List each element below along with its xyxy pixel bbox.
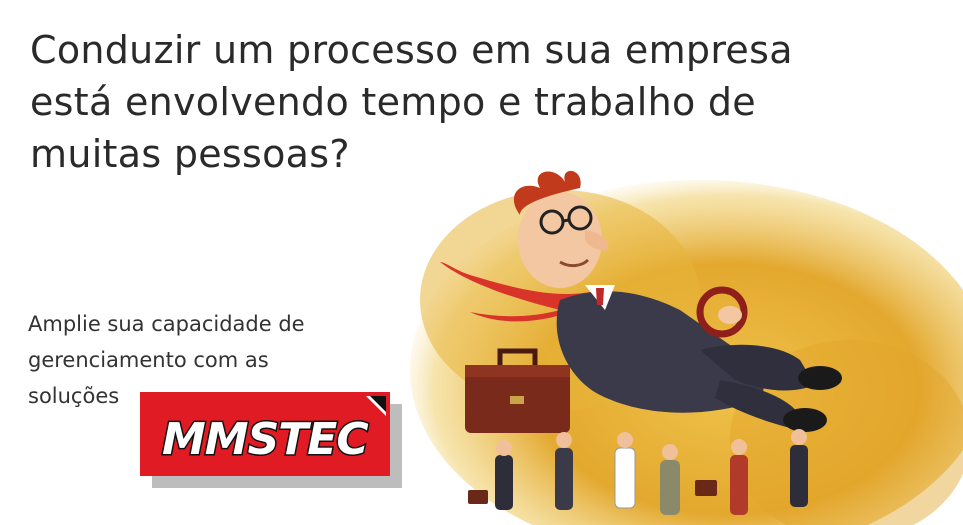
svg-text:MMSTEC: MMSTEC bbox=[162, 414, 368, 465]
headline bbox=[30, 24, 930, 180]
small-briefcase-icon bbox=[468, 490, 488, 504]
subtext-line-3: soluções bbox=[28, 384, 120, 408]
person-figure bbox=[790, 429, 808, 507]
headline-line-3: muitas pessoas? bbox=[30, 132, 350, 176]
headline-line-1: Conduzir um processo em sua empresa bbox=[30, 28, 793, 72]
person-figure bbox=[660, 444, 680, 515]
mmstec-logo bbox=[140, 392, 402, 488]
person-figure bbox=[555, 432, 573, 510]
person-figure bbox=[730, 439, 748, 515]
person-figure bbox=[615, 432, 635, 508]
subtext-line-2: gerenciamento com as bbox=[28, 348, 269, 372]
subtext-line-1: Amplie sua capacidade de bbox=[28, 312, 305, 336]
person-figure bbox=[495, 440, 513, 510]
headline-line-2: está envolvendo tempo e trabalho de bbox=[30, 80, 756, 124]
small-briefcase-icon bbox=[695, 480, 717, 496]
